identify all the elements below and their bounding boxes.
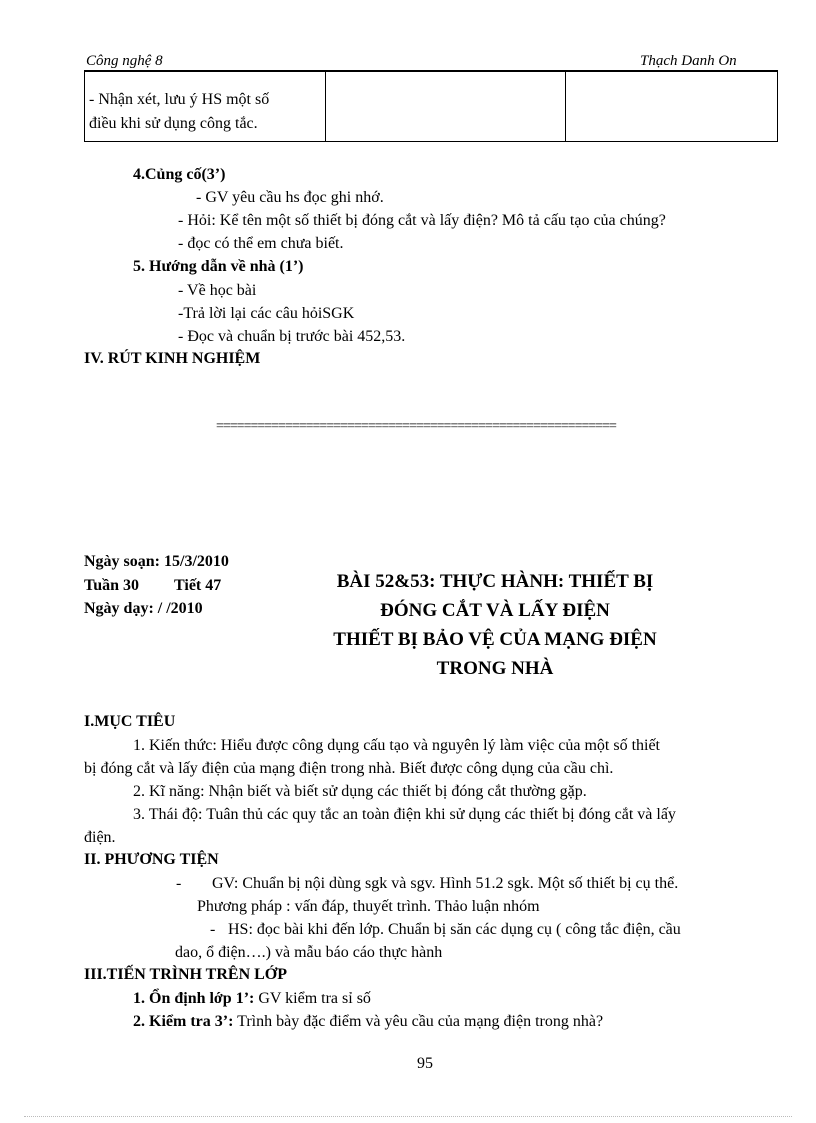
section-5-heading: 5. Hướng dẫn về nhà (1’) [133, 258, 304, 275]
table-cell-content [566, 72, 778, 142]
lesson-title [290, 567, 700, 683]
section-i-line: 1. Kiến thức: Hiểu được công dụng cấu tạo và nguyên lý làm việc của một số thiết [133, 737, 660, 754]
step-label: 1. Ổn định lớp 1’: [133, 990, 255, 1007]
step-text: GV kiểm tra sỉ số [254, 990, 371, 1007]
lesson-title-line: ĐÓNG CẮT VÀ LẤY ĐIỆN [380, 600, 610, 621]
step-label: 2. Kiểm tra 3’: [133, 1013, 234, 1030]
lesson-title-line: BÀI 52&53: THỰC HÀNH: THIẾT BỊ [336, 571, 654, 592]
section-i-line: điện. [84, 829, 116, 846]
section-ii-heading: II. PHƯƠNG TIỆN [84, 851, 219, 868]
section-i-line: 3. Thái độ: Tuân thủ các quy tắc an toàn điện khi sử dụng các thiết bị đóng cắt và lấy [133, 806, 676, 823]
section-iii-heading: III.TIẾN TRÌNH TRÊN LỚP [84, 966, 288, 983]
section-iv-heading: IV. RÚT KINH NGHIỆM [84, 350, 261, 367]
lesson-table [84, 71, 778, 142]
cell-line: điều khi sử dụng công tắc. [89, 115, 258, 132]
section-4-item: - GV yêu cầu hs đọc ghi nhớ. [196, 189, 384, 206]
teach-date: Ngày dạy: / /2010 [84, 600, 203, 617]
section-ii-gv: GV: Chuẩn bị nội dùng sgk và sgv. Hình 51.2 sgk. Một số thiết bị cụ thể. [212, 875, 679, 892]
section-4-item: - đọc có thể em chưa biết. [178, 235, 344, 252]
section-iii-step-2 [133, 1013, 603, 1031]
cell-line: - Nhận xét, lưu ý HS một số [89, 91, 270, 108]
section-5-item: - Đọc và chuẩn bị trước bài 452,53. [178, 328, 406, 345]
table-row [85, 72, 778, 142]
list-dash: - [210, 921, 216, 938]
section-i-heading: I.MỤC TIÊU [84, 713, 176, 730]
page-number: 95 [417, 1055, 433, 1072]
header-author: Thạch Danh On [640, 53, 737, 69]
section-5-item: -Trả lời lại các câu hỏiSGK [178, 305, 355, 322]
table-cell-student [326, 72, 566, 142]
section-4-heading: 4.Củng cố(3’) [133, 166, 226, 183]
section-5-item: - Về học bài [178, 282, 257, 299]
section-iii-step-1 [133, 990, 371, 1008]
section-i-line: 2. Kĩ năng: Nhận biết và biết sử dụng các thiết bị đóng cắt thường gặp. [133, 783, 587, 800]
table-cell-activity [85, 72, 326, 142]
header-subject: Công nghệ 8 [86, 53, 163, 69]
week: Tuần 30 [84, 577, 139, 594]
lesson-title-line: TRONG NHÀ [436, 658, 554, 679]
period: Tiết 47 [174, 577, 222, 594]
section-ii-hs-cont: dao, ổ điện….) và mẫu báo cáo thực hành [175, 944, 443, 961]
lesson-title-line: THIẾT BỊ BẢO VỆ CỦA MẠNG ĐIỆN [333, 629, 657, 650]
step-text: Trình bày đặc điểm và yêu cầu của mạng điện trong nhà? [233, 1013, 604, 1030]
section-4-item: - Hỏi: Kể tên một số thiết bị đóng cắt và lấy điện? Mô tả cấu tạo của chúng? [178, 212, 666, 229]
section-i-line: bị đóng cắt và lấy điện của mạng điện trong nhà. Biết được công dụng của cầu chì. [84, 760, 614, 777]
list-dash: - [176, 875, 182, 892]
section-ii-hs: HS: đọc bài khi đến lớp. Chuẩn bị săn các dụng cụ ( công tắc điện, cầu [228, 921, 681, 938]
page-bottom-border [24, 1116, 792, 1117]
separator-line: ========================================================== [216, 421, 616, 433]
prep-date: Ngày soạn: 15/3/2010 [84, 553, 229, 570]
section-ii-method: Phương pháp : vấn đáp, thuyết trình. Thảo luận nhóm [197, 898, 540, 915]
